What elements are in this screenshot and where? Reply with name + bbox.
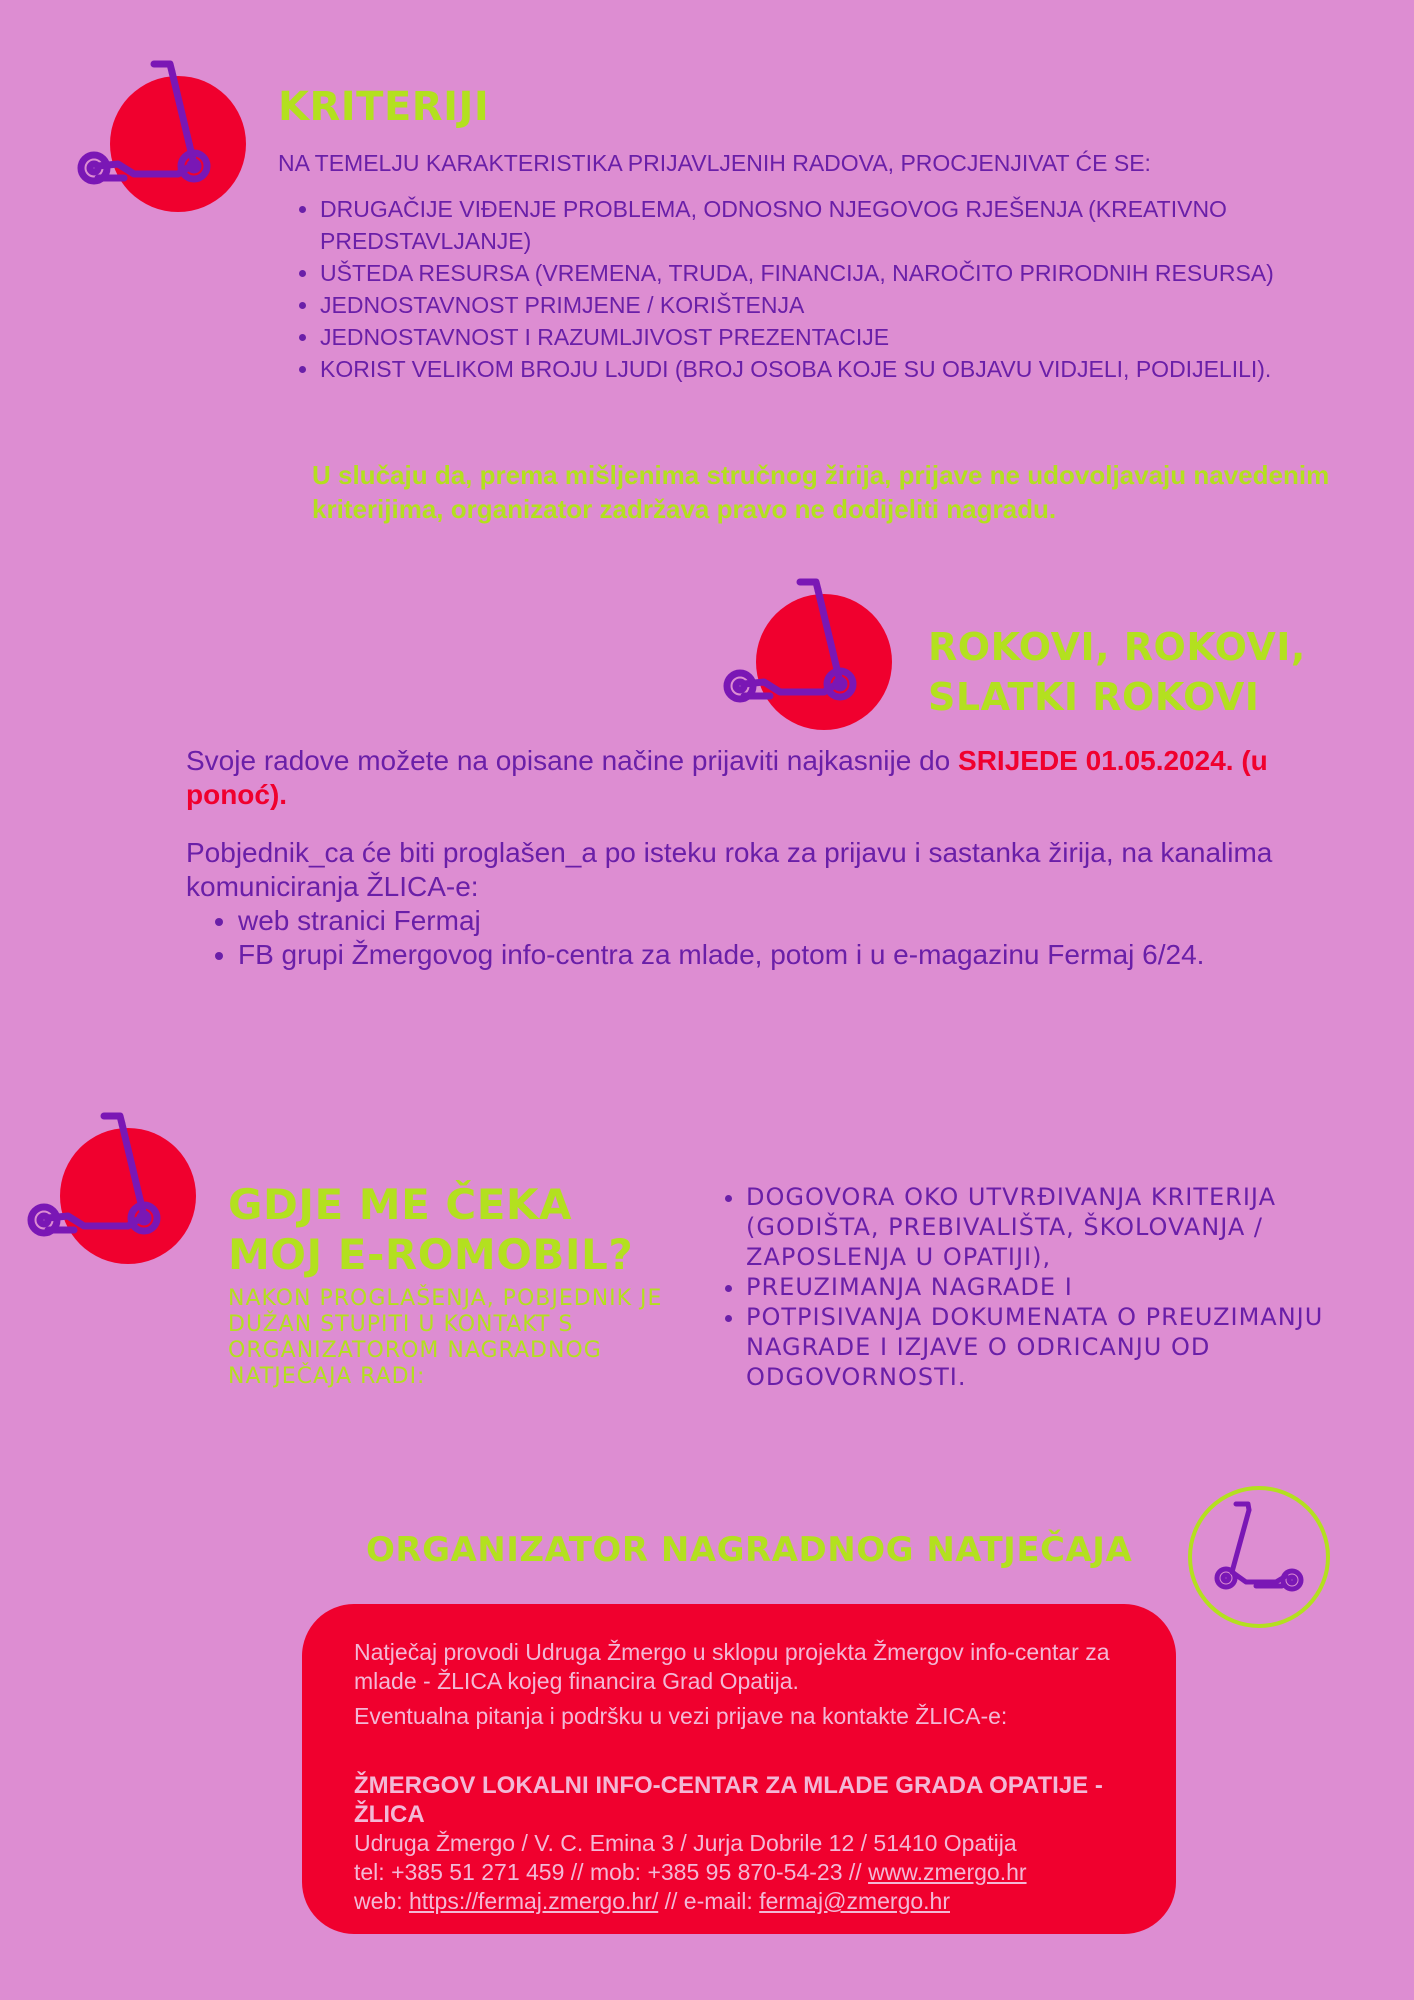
list-item: • DOGOVORA OKO UTVRĐIVANJA KRITERIJA (GODIŠTA, PREBIVALIŠTA, ŠKOLOVANJA / ZAPOSLENJA U OPATIJI), bbox=[746, 1182, 1386, 1272]
kriteriji-list bbox=[294, 193, 1350, 385]
web-label: web: bbox=[354, 1888, 409, 1914]
gdje-title-line1: GDJE ME ČEKA bbox=[228, 1180, 572, 1229]
list-item: • web stranici Fermaj bbox=[238, 904, 1204, 938]
list-item: • POTPISIVANJA DOKUMENATA O PREUZIMANJU NAGRADE I IZJAVE O ODRICANJU OD ODGOVORNOSTI. bbox=[746, 1302, 1386, 1392]
kriteriji-note: U slučaju da, prema mišljenima stručnog žirija, prijave ne udovoljavaju navedenim kriterijima, organizator zadržava pravo ne dodijeliti nagradu. bbox=[312, 460, 1330, 524]
list-item: • KORIST VELIKOM BROJU LJUDI (BROJ OSOBA KOJE SU OBJAVU VIDJELI, PODIJELILI). bbox=[320, 353, 1350, 385]
fermaj-link[interactable]: https://fermaj.zmergo.hr/ bbox=[408, 1888, 659, 1914]
rokovi-p1-text: Svoje radove možete na opisane načine prijaviti najkasnije do bbox=[186, 745, 959, 776]
email-link[interactable]: fermaj@zmergo.hr bbox=[759, 1888, 950, 1914]
list-item: • DRUGAČIJE VIĐENJE PROBLEMA, ODNOSNO NJEGOVOG RJEŠENJA (KREATIVNO PREDSTAVLJANJE) bbox=[320, 193, 1350, 257]
rokovi-title bbox=[928, 622, 1348, 722]
gdje-title bbox=[228, 1180, 688, 1280]
kriteriji-title: KRITERIJI bbox=[278, 84, 490, 130]
list-item: • PREUZIMANJA NAGRADE I bbox=[746, 1272, 1386, 1302]
scooter-icon bbox=[24, 1110, 204, 1270]
scooter-icon bbox=[1186, 1484, 1332, 1630]
rokovi-deadline-paragraph bbox=[186, 744, 1296, 812]
scooter-icon bbox=[720, 576, 900, 736]
organizator-address: Udruga Žmergo / V. C. Emina 3 / Jurja Dobrile 12 / 51410 Opatija bbox=[354, 1830, 1017, 1856]
list-item: • JEDNOSTAVNOST PRIMJENE / KORIŠTENJA bbox=[320, 289, 1350, 321]
organizator-title: ORGANIZATOR NAGRADNOG NATJEČAJA bbox=[366, 1530, 1133, 1570]
organizator-name: ŽMERGOV LOKALNI INFO-CENTAR ZA MLADE GRADA OPATIJE - ŽLICA bbox=[354, 1772, 1103, 1828]
email-label: // e-mail: bbox=[658, 1888, 760, 1914]
gdje-title-line2: MOJ E-ROMOBIL? bbox=[228, 1230, 634, 1279]
gdje-list bbox=[720, 1182, 1386, 1392]
rokovi-deadline: SRIJEDE 01.05.2024. (u ponoć). bbox=[186, 745, 1268, 810]
organizator-p2: Eventualna pitanja i podršku u vezi prijave na kontakte ŽLICA-e: bbox=[354, 1703, 1008, 1729]
list-item: • UŠTEDA RESURSA (VREMENA, TRUDA, FINANCIJA, NAROČITO PRIRODNIH RESURSA) bbox=[320, 257, 1350, 289]
list-item: • FB grupi Žmergovog info-centra za mlade, potom i u e-magazinu Fermaj 6/24. bbox=[238, 938, 1204, 972]
rokovi-channels-list bbox=[212, 904, 1204, 972]
scooter-icon bbox=[74, 58, 254, 218]
website-link[interactable]: www.zmergo.hr bbox=[868, 1859, 1027, 1885]
kriteriji-intro: NA TEMELJU KARAKTERISTIKA PRIJAVLJENIH RADOVA, PROCJENJIVAT ĆE SE: bbox=[278, 150, 1151, 176]
organizator-phones: tel: +385 51 271 459 // mob: +385 95 870-54-23 // bbox=[354, 1859, 869, 1885]
rokovi-winner-paragraph: Pobjednik_ca će biti proglašen_a po isteku roka za prijavu i sastanka žirija, na kanalima komuniciranja ŽLICA-e: bbox=[186, 837, 1273, 902]
rokovi-title-line2: SLATKI ROKOVI bbox=[928, 675, 1260, 719]
rokovi-title-line1: ROKOVI, ROKOVI, bbox=[928, 625, 1306, 669]
organizator-contacts bbox=[354, 1858, 1154, 1887]
list-item: • JEDNOSTAVNOST I RAZUMLJIVOST PREZENTACIJE bbox=[320, 321, 1350, 353]
organizator-p1: Natječaj provodi Udruga Žmergo u sklopu projekta Žmergov info-centar za mlade - ŽLICA kojeg financira Grad Opatija. bbox=[354, 1639, 1110, 1694]
organizator-web-line bbox=[354, 1887, 1154, 1916]
gdje-subtitle: NAKON PROGLAŠENJA, POBJEDNIK JE DUŽAN STUPITI U KONTAKT S ORGANIZATOROM NAGRADNOG NATJEČAJA RADI: bbox=[228, 1286, 663, 1389]
organizator-info-box bbox=[302, 1604, 1176, 1934]
